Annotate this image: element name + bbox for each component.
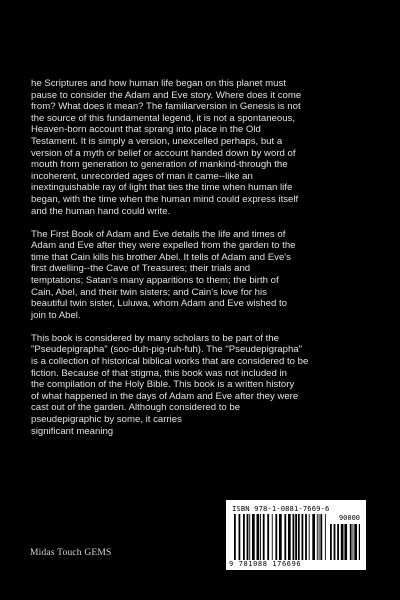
blurb-line: first dwelling--the Cave of Treasures; their trials and bbox=[31, 263, 251, 275]
blurb-line: pause to consider the Adam and Eve story. Where does it come bbox=[31, 89, 302, 101]
blurb-line: version of a myth or belief or account handed down by word of bbox=[31, 147, 296, 159]
price-code: 90000 bbox=[338, 514, 360, 522]
barcode-bar bbox=[305, 514, 307, 560]
barcode-bar bbox=[309, 514, 310, 560]
blurb-text bbox=[31, 78, 369, 437]
isbn-label: ISBN 978-1-0881-7669-6 bbox=[232, 504, 330, 513]
barcode-bar bbox=[247, 514, 249, 560]
barcode-bar bbox=[267, 514, 269, 560]
isbn-barcode bbox=[226, 500, 366, 570]
barcode-bar bbox=[334, 524, 336, 560]
blurb-line: time that Cain kills his brother Abel. It tells of Adam and Eve's bbox=[31, 251, 291, 263]
blurb-line: the compilation of the Holy Bible. This book is a written history bbox=[31, 379, 295, 391]
barcode-bar bbox=[319, 514, 320, 560]
barcode-bar bbox=[344, 524, 347, 560]
barcode-bar bbox=[312, 514, 315, 560]
blurb-line: Cain, Abel, and their twin sisters; and Cain's love for his bbox=[31, 286, 267, 298]
barcode-digits: 9 781088 176696 bbox=[229, 560, 302, 568]
blurb-line: the source of this fundamental legend, it is not a spontaneous, bbox=[31, 112, 296, 124]
barcode-bar bbox=[354, 524, 357, 560]
barcode-bar bbox=[252, 514, 255, 560]
blurb-line: fiction. Because of that stigma, this book was not included in bbox=[31, 367, 287, 379]
blurb-line: The First Book of Adam and Eve details the life and times of bbox=[31, 228, 286, 240]
barcode-bar bbox=[243, 514, 245, 560]
barcode-bar bbox=[284, 514, 286, 560]
blurb-line: inextinguishable ray of light that ties the time when human life bbox=[31, 182, 293, 194]
blurb-line: "Pseudepigrapha" (soo-duh-pig-ruh-fuh). The "Pseudepigrapha" bbox=[31, 344, 303, 356]
barcode-bar bbox=[295, 514, 297, 560]
blurb-line: Adam and Eve after they were expelled from the garden to the bbox=[31, 240, 296, 252]
blurb-line: is a collection of historical biblical works that are considered to be bbox=[31, 356, 309, 368]
blurb-line: significant meaning bbox=[31, 425, 114, 437]
barcode-bar bbox=[325, 514, 326, 560]
blurb-line: mouth from generation to generation of mankind-through the bbox=[31, 159, 288, 171]
blurb-line: cast out of the garden. Although considered to be bbox=[31, 402, 241, 414]
barcode-bar bbox=[320, 514, 322, 560]
barcode-bar bbox=[260, 514, 261, 560]
barcode-bar bbox=[302, 514, 304, 560]
blurb-line: incoherent, unrecorded ages of man it came--like an bbox=[31, 170, 253, 182]
blurb-line: pseudepigraphic by some, it carries bbox=[31, 414, 182, 426]
blurb-paragraph-1 bbox=[31, 78, 369, 217]
blurb-line: join to Abel. bbox=[31, 309, 81, 321]
blurb-line: Heaven-born account that sprang into place in the Old bbox=[31, 124, 261, 136]
barcode-bar bbox=[288, 514, 291, 560]
barcode-bar bbox=[249, 514, 250, 560]
barcode-bar bbox=[298, 514, 300, 560]
publisher-name: Midas Touch GEMS bbox=[30, 548, 112, 558]
barcode-bar bbox=[275, 514, 277, 560]
blurb-paragraph-2 bbox=[31, 229, 369, 322]
barcode-bar bbox=[234, 514, 236, 560]
barcode-bar bbox=[350, 524, 352, 560]
blurb-line: he Scriptures and how human life began on this planet must bbox=[31, 78, 286, 89]
blurb-line: Testament. It is simply a version, unexcelled perhaps, but a bbox=[31, 135, 283, 147]
blurb-line: temptations; Satan's many apparitions to them; the birth of bbox=[31, 275, 279, 286]
blurb-line: and the human hand could write. bbox=[31, 205, 171, 217]
barcode-bar bbox=[239, 514, 241, 560]
barcode-bar bbox=[293, 514, 295, 560]
barcode-bar bbox=[330, 524, 332, 560]
barcode-bar bbox=[317, 514, 318, 560]
blurb-line: from? What does it mean? The familiarversion in Genesis is not bbox=[31, 101, 301, 113]
barcode-bar bbox=[337, 524, 339, 560]
blurb-line: began, with the time when the human mind could express itself bbox=[31, 193, 299, 205]
blurb-line: of what happened in the days of Adam and Eve after they were bbox=[31, 390, 299, 402]
blurb-line: This book is considered by many scholars to be part of the bbox=[31, 332, 279, 344]
barcode-bar bbox=[341, 524, 344, 560]
barcode-bar bbox=[272, 514, 273, 560]
barcode-bar bbox=[359, 524, 360, 560]
barcode-bar bbox=[257, 514, 260, 560]
barcode-bar bbox=[263, 514, 265, 560]
barcode-bar bbox=[353, 524, 354, 560]
blurb-paragraph-3 bbox=[31, 333, 369, 437]
barcode-bar bbox=[279, 514, 282, 560]
blurb-line: beautiful twin sister, Luluwa, whom Adam and Eve wished to bbox=[31, 298, 287, 310]
